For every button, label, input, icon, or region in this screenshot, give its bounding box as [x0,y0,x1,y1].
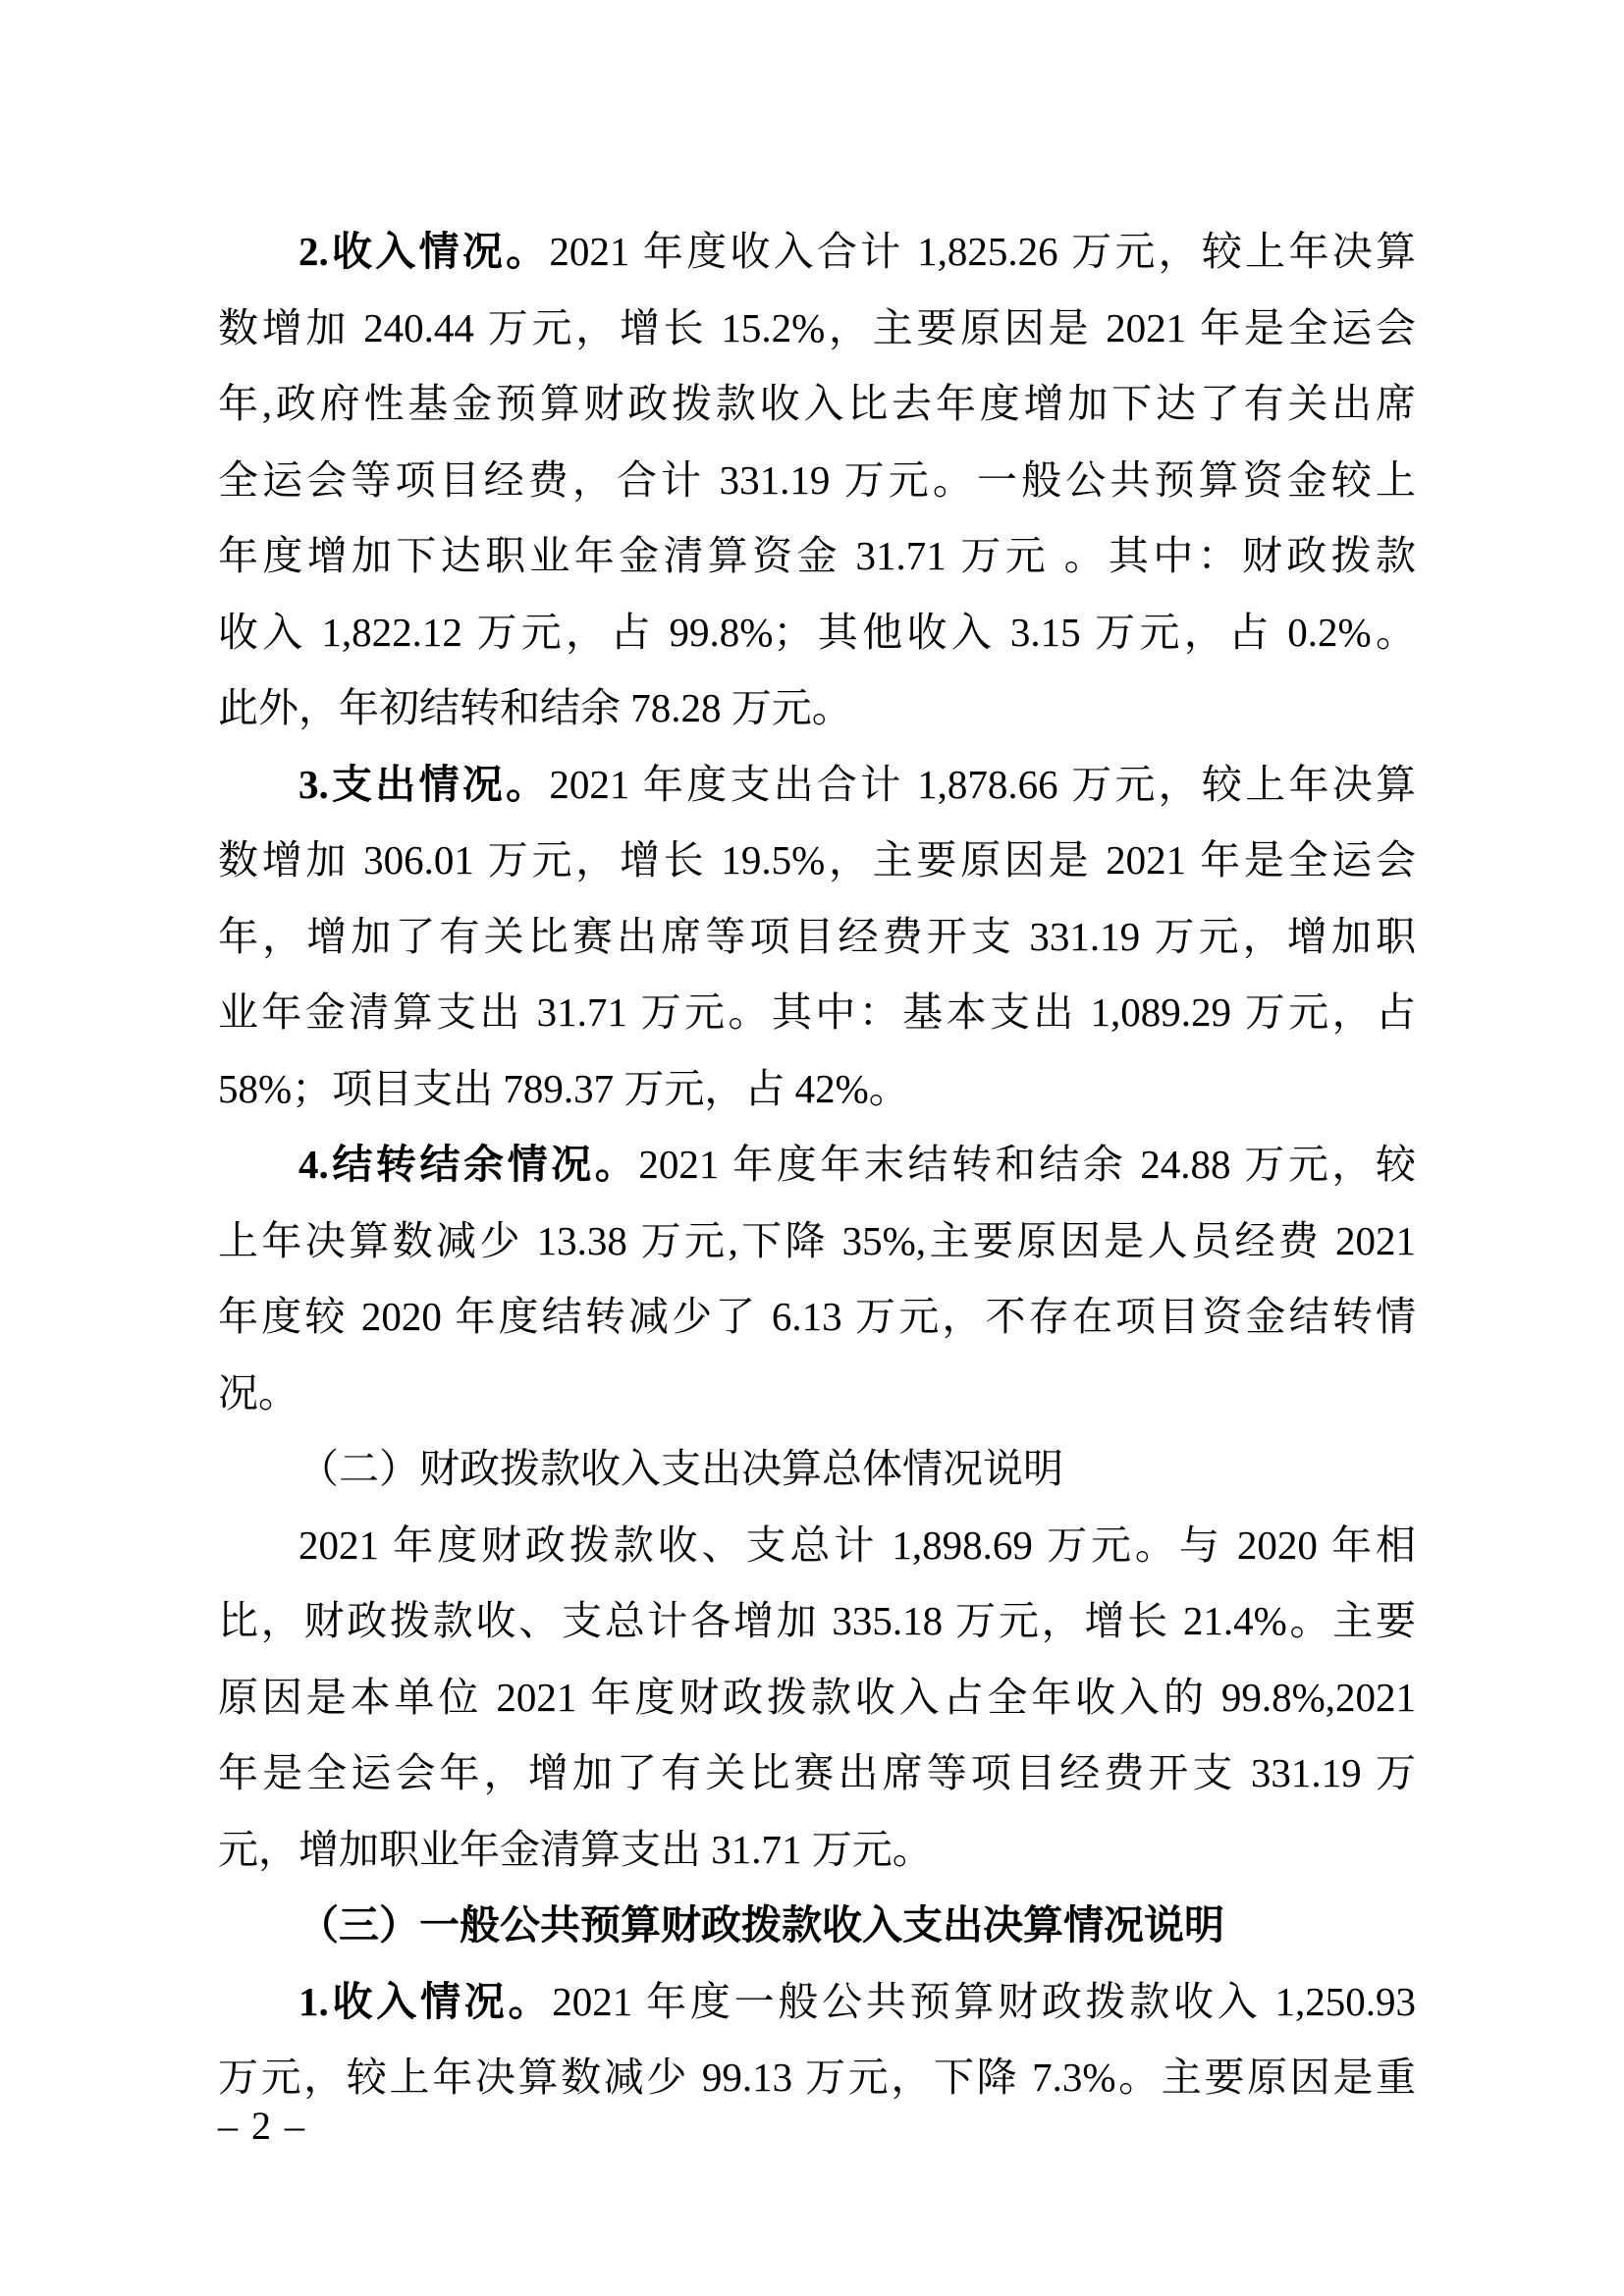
text-line-9 [218,823,1416,899]
text-line-3 [218,366,1416,443]
text-segment: 数增加 240.44 万元，增长 15.2%，主要原因是 2021 年是全运会 [218,304,1416,350]
text-segment: 2021 年度财政拨款收、支总计 1,898.69 万元。与 2020 年相 [298,1522,1416,1568]
text-segment: 上年决算数减少 13.38 万元,下降 35%,主要原因是人员经费 2021 [218,1217,1416,1263]
text-segment: （二）财政拨款收入支出决算总体情况说明 [298,1446,1063,1491]
text-line-19 [218,1583,1416,1660]
text-segment: 收入 1,822.12 万元，占 99.8%；其他收入 3.15 万元，占 0.2%。 [218,609,1416,655]
text-segment: 全运会等项目经费，合计 331.19 万元。一般公共预算资金较上 [218,456,1416,503]
text-segment: 年,政府性基金预算财政拨款收入比去年度增加下达了有关出席 [218,381,1416,426]
text-line-1 [218,214,1416,291]
page-number: – 2 – [218,2104,306,2148]
text-line-17 [218,1431,1416,1508]
run-in-heading: 1.收入情况。 [298,1978,553,2024]
text-line-23 [218,1888,1416,1964]
run-in-heading: （三）一般公共预算财政拨款收入支出决算情况说明 [298,1902,1224,1948]
text-line-21 [218,1735,1416,1812]
text-line-24 [218,1964,1416,2041]
text-line-25 [218,2040,1416,2116]
text-line-4 [218,443,1416,519]
text-segment: 2021 年度一般公共预算财政拨款收入 1,250.93 [552,1978,1416,2024]
text-segment: 元，增加职业年金清算支出 31.71 万元。 [218,1826,933,1872]
run-in-heading: 3.支出情况。 [298,761,550,807]
text-segment: 万元，较上年决算数减少 99.13 万元，下降 7.3%。主要原因是重 [218,2055,1416,2100]
text-segment: 原因是本单位 2021 年度财政拨款收入占全年收入的 99.8%,2021 [218,1674,1416,1720]
text-line-7 [218,670,1416,747]
text-line-15 [218,1279,1416,1356]
text-segment: 年是全运会年，增加了有关比赛出席等项目经费开支 331.19 万 [218,1750,1416,1795]
text-segment: 况。 [218,1369,298,1415]
text-segment: 2021 年度年末结转和结余 24.88 万元，较 [638,1142,1416,1187]
text-segment: 年度增加下达职业年金清算资金 31.71 万元 。其中：财政拨款 [218,533,1416,578]
text-line-22 [218,1812,1416,1889]
text-line-10 [218,899,1416,976]
text-segment: 数增加 306.01 万元，增长 19.5%，主要原因是 2021 年是全运会 [218,837,1416,882]
text-line-5 [218,518,1416,595]
text-segment: 年度较 2020 年度结转减少了 6.13 万元，不存在项目资金结转情 [218,1294,1416,1339]
text-line-16 [218,1356,1416,1432]
text-line-6 [218,595,1416,671]
text-segment: 年，增加了有关比赛出席等项目经费开支 331.19 万元，增加职 [218,913,1416,959]
run-in-heading: 2.收入情况。 [298,229,550,274]
text-line-11 [218,975,1416,1051]
document-text-block [218,214,1416,2116]
run-in-heading: 4.结转结余情况。 [298,1142,639,1187]
text-segment: 2021 年度收入合计 1,825.26 万元，较上年决算 [549,229,1416,274]
text-segment: 此外，年初结转和结余 78.28 万元。 [218,685,852,730]
text-segment: 业年金清算支出 31.71 万元。其中：基本支出 1,089.29 万元，占 [218,989,1416,1035]
text-segment: 2021 年度支出合计 1,878.66 万元，较上年决算 [549,761,1416,807]
text-line-8 [218,747,1416,824]
text-line-2 [218,291,1416,367]
text-line-14 [218,1203,1416,1280]
text-segment: 58%；项目支出 789.37 万元，占 42%。 [218,1065,909,1111]
text-line-20 [218,1660,1416,1736]
text-line-13 [218,1127,1416,1203]
text-line-12 [218,1051,1416,1128]
text-segment: 比，财政拨款收、支总计各增加 335.18 万元，增长 21.4%。主要 [218,1598,1416,1643]
text-line-18 [218,1508,1416,1584]
